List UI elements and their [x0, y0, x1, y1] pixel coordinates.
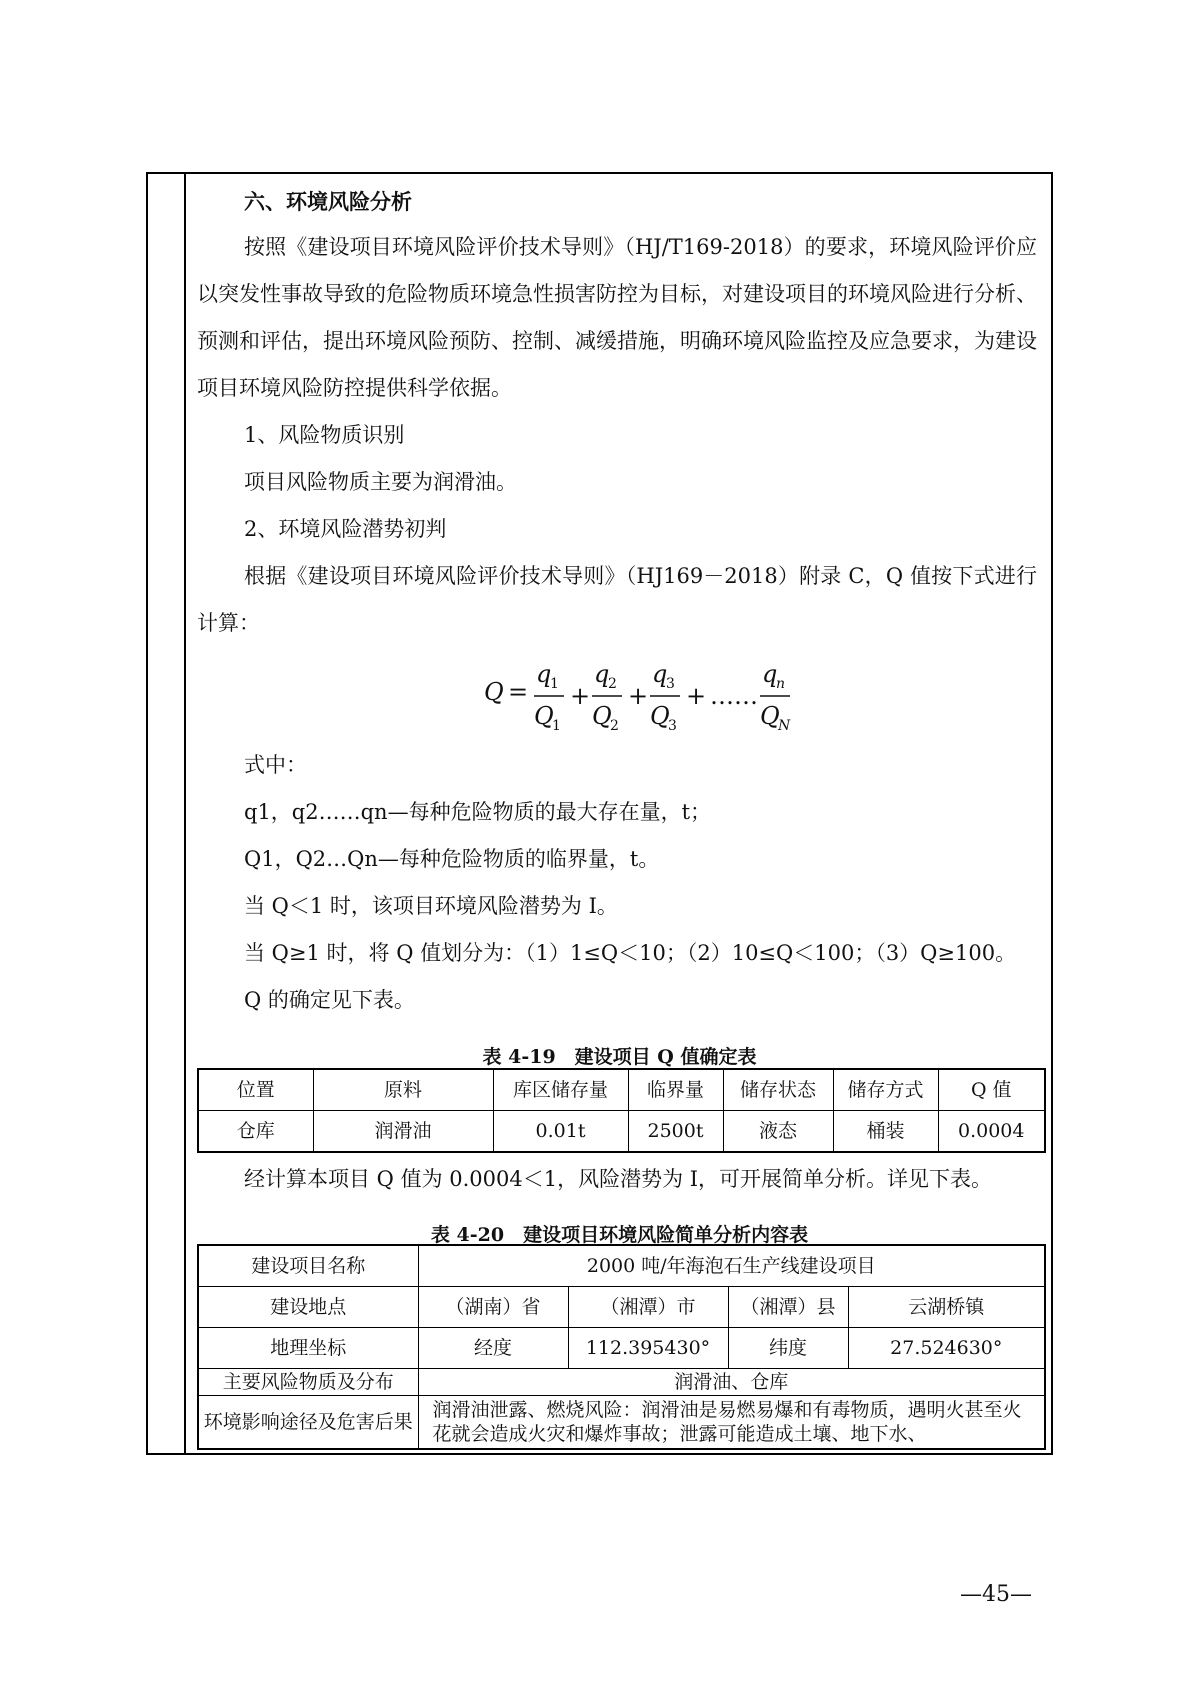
table-row [198, 1396, 1045, 1450]
svg-text:q: q [536, 660, 552, 688]
header-cell: 库区储存量 [493, 1069, 628, 1111]
subsection-2-title: 2、环境风险潜势初判 [244, 517, 447, 541]
latitude-label: 纬度 [728, 1328, 848, 1369]
row-label: 环境影响途径及危害后果 [198, 1396, 418, 1450]
table-row [198, 1369, 1045, 1396]
svg-text:……: …… [710, 682, 758, 710]
table-cell: 润滑油 [313, 1111, 493, 1153]
svg-text:+: + [686, 682, 707, 710]
longitude-value: 112.395430° [568, 1328, 728, 1369]
svg-text:Q: Q [760, 702, 780, 730]
left-column [148, 174, 186, 1453]
table-cell: 0.01t [493, 1111, 628, 1153]
svg-text:+: + [628, 682, 649, 710]
county: （湘潭）县 [728, 1287, 848, 1328]
svg-text:n: n [776, 676, 786, 692]
table-row [198, 1245, 1045, 1287]
svg-text:Q: Q [592, 702, 612, 730]
table-row [198, 1328, 1045, 1369]
province: （湖南）省 [418, 1287, 568, 1328]
svg-text:q: q [594, 660, 610, 688]
page-number: —45— [960, 1582, 1032, 1607]
svg-text:2: 2 [610, 718, 619, 732]
svg-text:q: q [652, 660, 668, 688]
table-header-row [198, 1069, 1045, 1111]
subsection-1-text: 项目风险物质主要为润滑油。 [244, 470, 517, 494]
section-title: 六、环境风险分析 [244, 189, 412, 214]
svg-text:1: 1 [550, 676, 559, 692]
table-cell: 桶装 [833, 1111, 938, 1153]
svg-text:Q: Q [534, 702, 554, 730]
row-label: 地理坐标 [198, 1328, 418, 1369]
svg-text:=: = [508, 678, 529, 706]
header-cell: 储存方式 [833, 1069, 938, 1111]
condition-1: 当 Q＜1 时，该项目环境风险潜势为 I。 [244, 894, 618, 918]
impact-text: 润滑油泄露、燃烧风险：润滑油是易燃易爆和有毒物质，遇明火甚至火花就会造成火灾和爆炸事故；泄露可能造成土壤、地下水、 [418, 1396, 1045, 1450]
table-4-19-caption: 表 4-19 建设项目 Q 值确定表 [482, 1046, 757, 1068]
table-cell: 0.0004 [938, 1111, 1045, 1153]
table-cell: 2500t [628, 1111, 723, 1153]
definition-q: q1，q2……qn—每种危险物质的最大存在量，t； [244, 800, 712, 824]
q-formula [484, 652, 824, 732]
svg-text:2: 2 [608, 676, 617, 692]
see-table-text: Q 的确定见下表。 [244, 988, 415, 1012]
table-4-20 [197, 1244, 1046, 1450]
row-label: 主要风险物质及分布 [198, 1369, 418, 1396]
svg-text:+: + [570, 682, 591, 710]
substance-value: 润滑油、仓库 [418, 1369, 1045, 1396]
city: （湘潭）市 [568, 1287, 728, 1328]
row-label: 建设地点 [198, 1287, 418, 1328]
header-cell: 位置 [198, 1069, 313, 1111]
table-4-19 [197, 1068, 1046, 1153]
subsection-1-title: 1、风险物质识别 [244, 423, 405, 447]
definition-Q: Q1，Q2…Qn—每种危险物质的临界量，t。 [244, 847, 660, 871]
svg-text:3: 3 [668, 718, 677, 732]
intro-paragraph: 按照《建设项目环境风险评价技术导则》（HJ/T169-2018）的要求，环境风险评价应以突发性事故导致的危险物质环境急性损害防控为目标，对建设项目的环境风险进行分析、预测和评估，提出环境风险预防、控制、减缓措施，明确环境风险监控及应急要求，为建设项目环境风险防控提供科学依据。 [197, 235, 1037, 400]
table-cell: 仓库 [198, 1111, 313, 1153]
table-4-20-caption: 表 4-20 建设项目环境风险简单分析内容表 [430, 1224, 809, 1246]
header-cell: Q 值 [938, 1069, 1045, 1111]
svg-text:N: N [778, 718, 791, 732]
latitude-value: 27.524630° [848, 1328, 1045, 1369]
result-text: 经计算本项目 Q 值为 0.0004＜1，风险潜势为 I，可开展简单分析。详见下表。 [244, 1167, 993, 1191]
svg-text:Q: Q [484, 678, 504, 706]
content-area [188, 174, 1051, 1453]
svg-text:1: 1 [552, 718, 561, 732]
header-cell: 临界量 [628, 1069, 723, 1111]
svg-text:3: 3 [666, 676, 675, 692]
where-label: 式中： [244, 753, 307, 777]
header-cell: 储存状态 [723, 1069, 833, 1111]
svg-text:q: q [762, 660, 778, 688]
header-cell: 原料 [313, 1069, 493, 1111]
row-label: 建设项目名称 [198, 1245, 418, 1287]
svg-text:Q: Q [650, 702, 670, 730]
page-frame [146, 172, 1053, 1455]
subsection-2-text: 根据《建设项目环境风险评价技术导则》（HJ169－2018）附录 C，Q 值按下式进行计算： [197, 564, 1037, 635]
table-row [198, 1111, 1045, 1153]
condition-2: 当 Q≥1 时，将 Q 值划分为：（1）1≤Q＜10；（2）10≤Q＜100；（3）Q≥100。 [244, 941, 1017, 965]
longitude-label: 经度 [418, 1328, 568, 1369]
table-row [198, 1287, 1045, 1328]
project-name: 2000 吨/年海泡石生产线建设项目 [418, 1245, 1045, 1287]
table-cell: 液态 [723, 1111, 833, 1153]
town: 云湖桥镇 [848, 1287, 1045, 1328]
